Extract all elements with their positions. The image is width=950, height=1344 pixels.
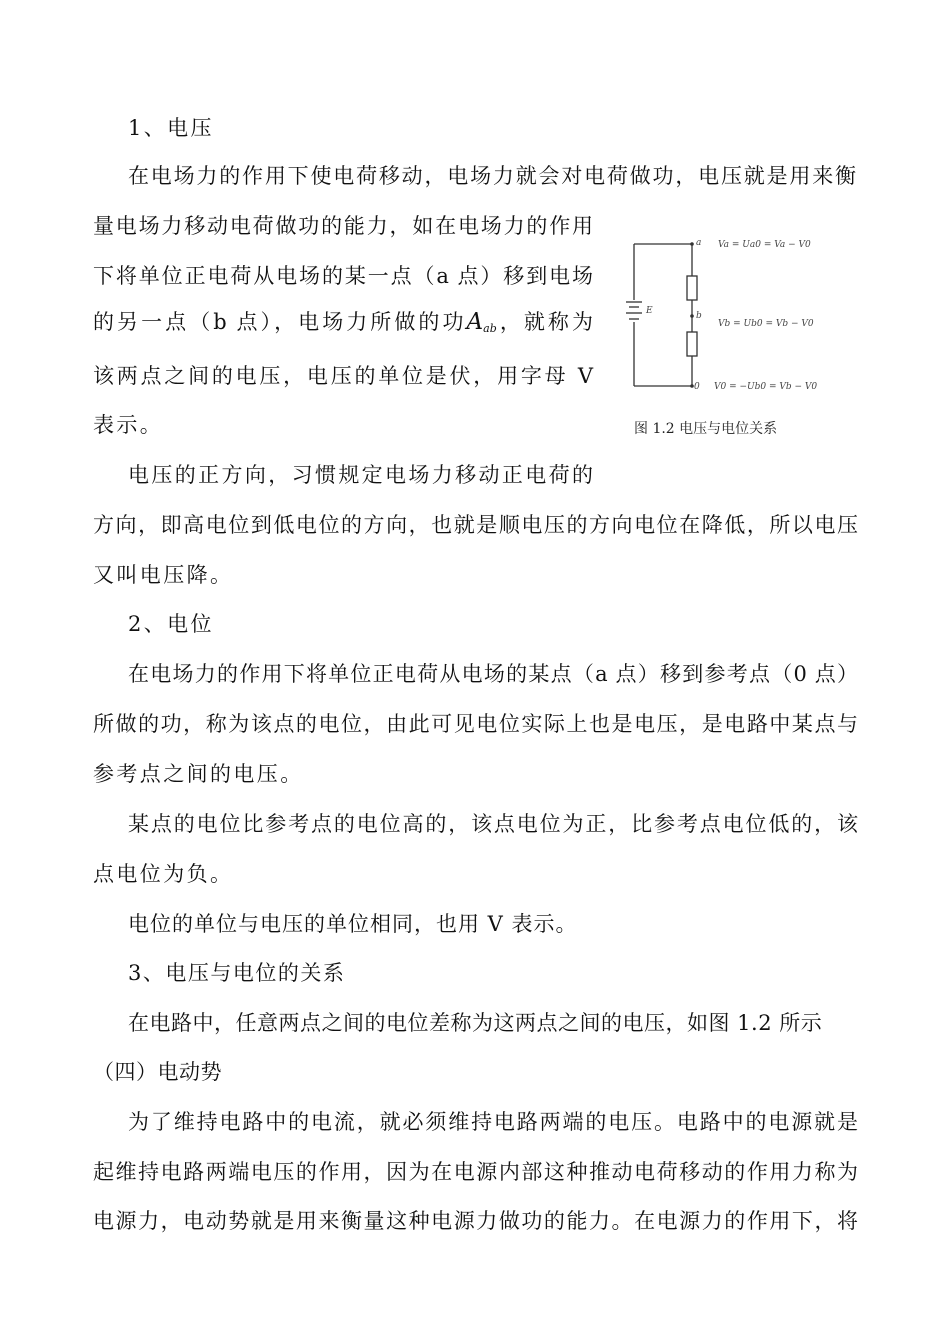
paragraph-sign-line-2: 点电位为负。 [93,862,234,886]
node-0-label: 0 [694,382,700,392]
circuit-diagram [622,230,832,400]
equation-0: V0 = −Ub0 = Vb − V0 [714,382,818,392]
paragraph-potential-line-1: 在电场力的作用下将单位正电荷从电场的某点（a 点）移到参考点（0 点） [128,662,858,686]
heading-relation: 3、电压与电位的关系 [128,961,346,985]
paragraph-voltage-line-2: 量电场力移动电荷做功的能力，如在电场力的作用 [93,214,593,238]
work-formula: $A_{ab}$ [466,309,497,335]
heading-voltage: 1、电压 [128,116,214,140]
paragraph-voltage-line-3: 下将单位正电荷从电场的某一点（a 点）移到电场 [93,264,593,288]
node-b-label: b [696,311,702,321]
paragraph-direction-line-3: 又叫电压降。 [93,563,234,587]
equation-a: Va = Ua0 = Va − V0 [718,240,811,250]
figure-caption: 图 1.2 电压与电位关系 [634,421,778,437]
paragraph-voltage-line-6: 表示。 [93,413,164,437]
paragraph-emf-line-3: 电源力，电动势就是用来衡量这种电源力做功的能力。在电源力的作用下，将 [93,1209,858,1233]
node-a-dot [690,242,694,246]
equation-b: Vb = Ub0 = Vb − V0 [718,319,814,329]
node-a-label: a [696,238,702,248]
paragraph-direction-line-1: 电压的正方向，习惯规定电场力移动正电荷的 [128,463,593,487]
paragraph-voltage-line-1: 在电场力的作用下使电荷移动，电场力就会对电荷做功，电压就是用来衡 [128,164,856,188]
heading-potential: 2、电位 [128,612,214,636]
paragraph-potential-line-3: 参考点之间的电压。 [93,762,304,786]
heading-emf: （四）电动势 [93,1060,222,1084]
paragraph-potential-line-2: 所做的功，称为该点的电位，由此可见电位实际上也是电压，是电路中某点与 [93,712,858,736]
resistor-lower [687,332,697,356]
paragraph-emf-line-1: 为了维持电路中的电流，就必须维持电路两端的电压。电路中的电源就是 [128,1110,858,1134]
paragraph-unit: 电位的单位与电压的单位相同，也用 V 表示。 [128,912,578,936]
paragraph-voltage-line-5: 该两点之间的电压，电压的单位是伏，用字母 V [93,364,593,388]
paragraph-voltage-line-4 [93,307,593,344]
resistor-upper [687,276,697,300]
paragraph-sign-line-1: 某点的电位比参考点的电位高的，该点电位为正，比参考点电位低的，该 [128,812,858,836]
paragraph-emf-line-2: 起维持电路两端电压的作用，因为在电源内部这种推动电荷移动的作用力称为 [93,1160,858,1184]
paragraph-direction-line-2: 方向，即高电位到低电位的方向，也就是顺电压的方向电位在降低，所以电压 [93,513,858,537]
text-fragment: 的另一点（b 点），电场力所做的功 [93,310,467,334]
node-b-dot [690,314,694,318]
text-fragment: ，就称为 [496,310,593,334]
paragraph-relation: 在电路中，任意两点之间的电位差称为这两点之间的电压，如图 1.2 所示 [128,1011,823,1035]
source-label: E [646,306,653,316]
